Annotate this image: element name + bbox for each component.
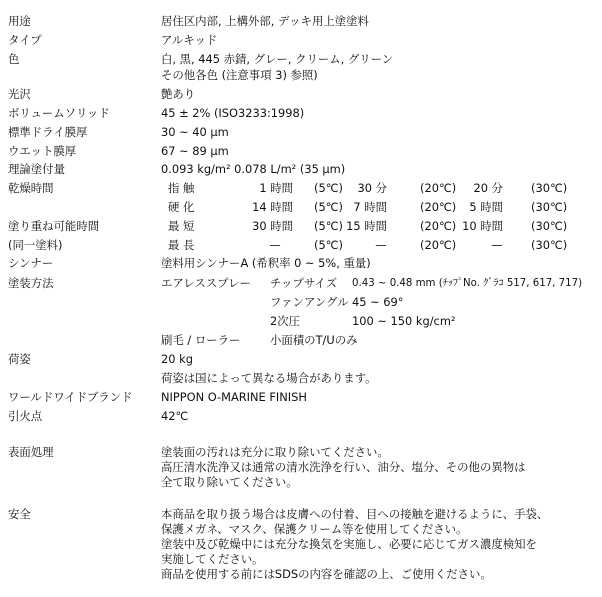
safety-line: 保護メガネ、マスク、保護クリーム等を使用してください。 [161,522,468,536]
thinner-value: 塗料用シンナーA (希釈率 0 ~ 5%, 重量) [161,256,371,270]
type-label: タイプ [8,33,42,47]
brand-label: ワールドワイドブランド [8,390,133,404]
gloss-label: 光沢 [8,87,31,101]
safety-line: 塗装中及び乾燥中には充分な換気を実施し、必要に応じてガス濃度検知を [161,537,537,551]
drying-row-temp-30c: (30℃) [531,200,568,214]
surface-prep-line: 高圧清水洗浄又は通常の清水洗浄を行い、油分、塩分、その他の異物は [161,460,526,474]
safety-line: 商品を使用する前にはSDSの内容を確認の上、ご使用ください。 [161,567,492,581]
fan-angle-label: ファンアングル [270,295,349,309]
pressure-value: 100 ~ 150 kg/cm² [352,314,456,328]
flash-point-value: 42℃ [161,409,189,423]
drying-row-temp-20c: (20℃) [420,200,457,214]
drying-row-time-30c: 5 時間 [469,200,503,214]
type-value: アルキッド [161,33,218,47]
color-value-line2: その他各色 (注意事項 3) 参照) [161,68,318,82]
airless-spray-label: エアレススプレー [161,276,251,290]
drying-row-time-30c: 20 分 [473,181,503,195]
drying-row-name: 指 触 [168,181,195,195]
coverage-value: 0.093 kg/m² 0.078 L/m² (35 µm) [161,162,346,176]
dry-film-label: 標準ドライ膜厚 [8,125,88,139]
volume-solids-label: ボリュームソリッド [8,106,110,120]
surface-prep-label: 表面処理 [8,445,54,459]
packing-value: 20 kg [161,352,193,366]
safety-line: 本商品を取り扱う場合は皮膚への付着、目への接触を避けるように、手袋、 [161,507,549,521]
usage-value: 居住区内部, 上構外部, デッキ用上塗塗料 [161,14,369,28]
recoat-row-temp-5c: (5℃) [314,219,343,233]
recoat-row-time-5c: — [269,238,281,252]
drying-row-time-5c: 1 時間 [259,181,293,195]
usage-label: 用途 [8,14,31,28]
wet-film-label: ウエット膜厚 [8,144,77,158]
recoat-row-temp-30c: (30℃) [531,238,568,252]
thinner-label: シンナー [8,256,54,270]
recoat-row-name: 最 長 [168,238,195,252]
brush-roller-value: 小面積のT/Uのみ [270,333,358,347]
recoat-row-time-30c: 10 時間 [462,219,503,233]
drying-label: 乾燥時間 [8,181,54,195]
drying-row-temp-5c: (5℃) [314,181,343,195]
recoat-row-time-20c: 15 時間 [346,219,387,233]
volume-solids-value: 45 ± 2% (ISO3233:1998) [161,106,305,120]
recoat-row-time-30c: — [491,238,503,252]
safety-label: 安全 [8,507,31,521]
tip-size-value: 0.43 ~ 0.48 mm (ﾁｯﾌﾟNo. ｸﾞﾗｺ 517, 617, 717) [352,278,583,289]
recoat-label-sub: (同一塗料) [8,238,63,252]
drying-row-temp-20c: (20℃) [420,181,457,195]
recoat-row-name: 最 短 [168,219,195,233]
drying-row-name: 硬 化 [168,200,195,214]
packing-note: 荷姿は国によって異なる場合があります。 [161,371,377,385]
drying-row-time-20c: 30 分 [357,181,387,195]
tip-size-label: チップサイズ [270,276,338,290]
fan-angle-value: 45 ~ 69° [352,295,404,309]
drying-row-temp-30c: (30℃) [531,181,568,195]
dry-film-value: 30 ~ 40 µm [161,125,229,139]
recoat-label: 塗り重ね可能時間 [8,219,100,233]
wet-film-value: 67 ~ 89 µm [161,144,229,158]
recoat-row-temp-5c: (5℃) [314,238,343,252]
drying-row-time-5c: 14 時間 [252,200,293,214]
surface-prep-line: 塗装面の汚れは充分に取り除いてください。 [161,445,389,459]
brush-roller-label: 刷毛 / ローラー [161,333,241,347]
brand-value: NIPPON O-MARINE FINISH [161,390,307,404]
safety-line: 実施してください。 [161,552,264,566]
color-label: 色 [8,52,20,66]
recoat-row-temp-20c: (20℃) [420,219,457,233]
drying-row-time-20c: 7 時間 [353,200,387,214]
pressure-label: 2次圧 [270,314,301,328]
drying-row-temp-5c: (5℃) [314,200,343,214]
surface-prep-line: 全て取り除いてください。 [161,475,298,489]
recoat-row-temp-30c: (30℃) [531,219,568,233]
flash-point-label: 引火点 [8,409,43,423]
gloss-value: 艶あり [161,87,196,101]
packing-label: 荷姿 [8,352,31,366]
coverage-label: 理論塗付量 [8,162,65,176]
recoat-row-temp-20c: (20℃) [420,238,457,252]
recoat-row-time-5c: 30 時間 [252,219,293,233]
color-value-line1: 白, 黒, 445 赤錆, グレー, クリーム, グリーン [161,52,394,66]
application-label: 塗装方法 [8,276,54,290]
recoat-row-time-20c: — [375,238,387,252]
